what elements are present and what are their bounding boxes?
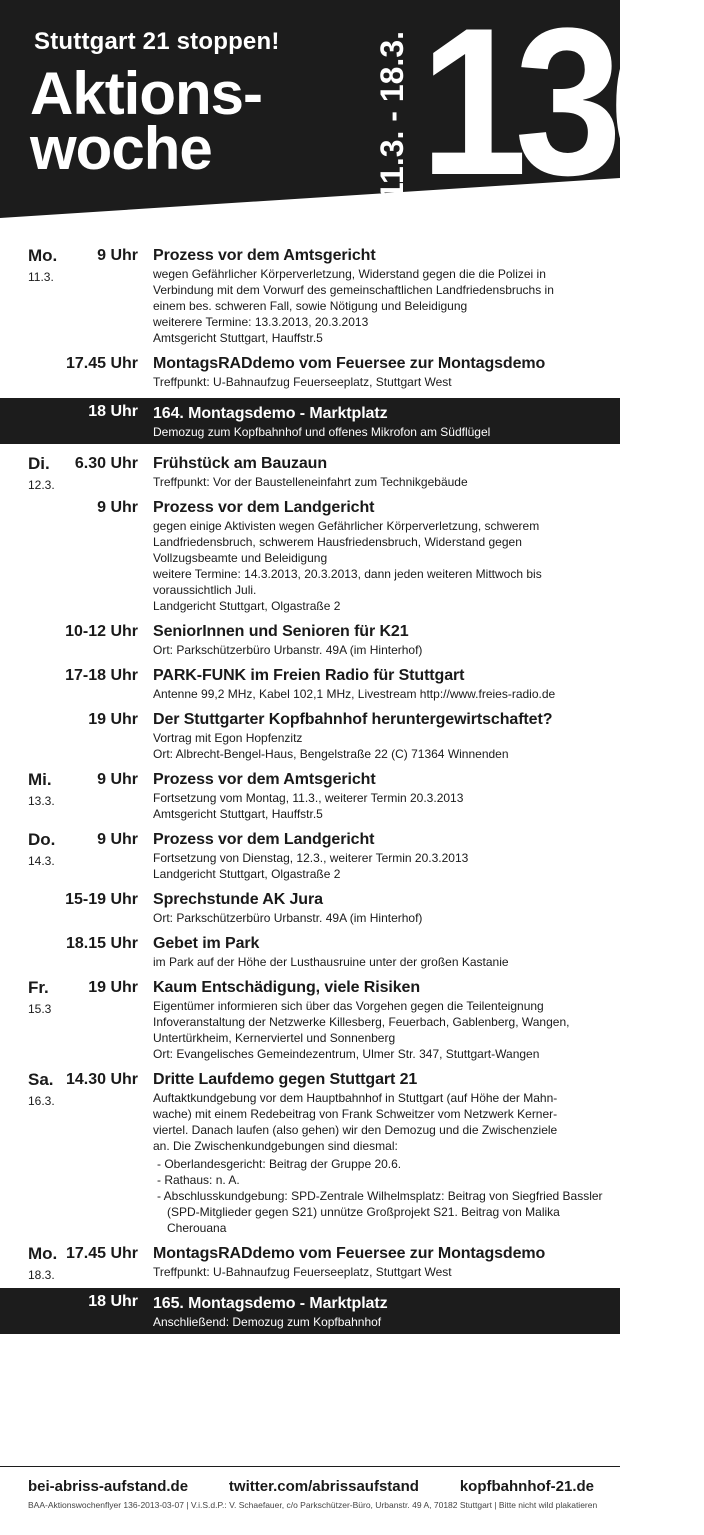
header-number: 136 [420,0,704,219]
highlight-event [0,398,620,444]
event-detail: Ort: Evangelisches Gemeindezentrum, Ulmer Str. 347, Stuttgart-Wangen [153,1047,540,1061]
header-title-line1: Aktions- [30,60,262,127]
event-item [0,350,620,394]
event-item [0,242,620,350]
event-detail: Amtsgericht Stuttgart, Hauffstr.5 [153,807,323,821]
event-list [0,242,620,1340]
event-time: 10-12 Uhr [65,623,138,640]
twitter-link[interactable]: twitter.com/abrissaufstand [228,1478,419,1495]
event-time: 19 Uhr [88,979,138,996]
event-detail: voraussichtlich Juli. [153,583,257,597]
event-title: Prozess vor dem Amtsgericht [153,771,376,788]
day-date: 13.3. [28,794,55,808]
event-detail: einem bes. schweren Fall, sowie Nötigung und Beleidigung [153,299,468,313]
event-time: 18.15 Uhr [65,935,138,952]
event-title: Kaum Entschädigung, viele Risiken [153,979,420,996]
event-time: 17-18 Uhr [65,667,138,684]
event-title: MontagsRADdemo vom Feuersee zur Montagsdemo [153,1245,546,1262]
event-detail: Anschließend: Demozug zum Kopfbahnhof [153,1315,382,1329]
event-title: Prozess vor dem Landgericht [153,499,375,516]
event-detail: Treffpunkt: U-Bahnaufzug Feuerseeplatz, Stuttgart West [153,1265,452,1279]
event-item [0,1066,620,1240]
event-title: Frühstück am Bauzaun [153,455,328,472]
event-time: 15-19 Uhr [65,891,138,908]
event-detail: Ort: Parkschützerbüro Urbanstr. 49A (im Hinterhof) [153,911,423,925]
event-detail: Ort: Parkschützerbüro Urbanstr. 49A (im Hinterhof) [153,643,423,657]
event-item [0,618,620,662]
event-item [0,766,620,826]
event-detail: Verbindung mit dem Vorwurf des gemeinschaftlichen Landfriedensbruchs in [153,283,554,297]
event-detail: weiterere Termine: 13.3.2013, 20.3.2013 [153,315,369,329]
day-label: Di. [28,454,50,473]
event-detail: Vortrag mit Egon Hopfenzitz [153,731,303,745]
header-dates: 11.3. - 18.3. [374,30,410,200]
event-detail: Ort: Albrecht-Bengel-Haus, Bengelstraße 22 (C) 71364 Winnenden [153,747,509,761]
event-title: PARK-FUNK im Freien Radio für Stuttgart [153,667,465,684]
day-date: 15.3 [28,1002,52,1016]
day-label: Mo. [28,1244,58,1263]
event-item [0,886,620,930]
event-time: 6.30 Uhr [74,455,138,472]
event-title: MontagsRADdemo vom Feuersee zur Montagsdemo [153,355,546,372]
event-detail: Eigentümer informieren sich über das Vorgehen gegen die Teilenteignung [153,999,544,1013]
event-time: 18 Uhr [88,403,138,420]
day-label: Sa. [28,1070,54,1089]
event-item [0,826,620,886]
day-date: 16.3. [28,1094,55,1108]
day-date: 18.3. [28,1268,55,1282]
event-title: SeniorInnen und Senioren für K21 [153,623,409,640]
event-detail: Auftaktkundgebung vor dem Hauptbahnhof in Stuttgart (auf Höhe der Mahn- [153,1091,558,1105]
stop-item: - Oberlandesgericht: Beitrag der Gruppe 20.6. [157,1157,402,1171]
event-detail: im Park auf der Höhe der Lusthausruine unter der großen Kastanie [153,955,509,969]
event-time: 19 Uhr [88,711,138,728]
event-title: Dritte Laufdemo gegen Stuttgart 21 [153,1071,418,1088]
stop-list [157,1156,613,1236]
event-detail: an. Die Zwischenkundgebungen sind diesmal: [153,1139,398,1153]
event-title: Prozess vor dem Amtsgericht [153,247,376,264]
event-time: 9 Uhr [97,831,138,848]
header-title [30,60,262,182]
footer-divider [0,1466,620,1467]
header-subtitle: Stuttgart 21 stoppen! [34,28,280,55]
event-detail: wegen Gefährlicher Körperverletzung, Widerstand gegen die die Polizei in [153,267,546,281]
stop-item: - Abschlusskundgebung: SPD-Zentrale Wilhelmsplatz: Beitrag von Siegfried Bassler (SPD-Mitglieder gegen S21) unnütze Großprojekt S21. Beitrag von Malika Cherouana [157,1189,603,1235]
event-detail: Treffpunkt: U-Bahnaufzug Feuerseeplatz, Stuttgart West [153,375,452,389]
event-detail: wache) mit einem Redebeitrag von Frank Schweitzer vom Netzwerk Kerner- [153,1107,558,1121]
event-title: 164. Montagsdemo - Marktplatz [153,405,388,422]
event-title: 165. Montagsdemo - Marktplatz [153,1295,388,1312]
event-time: 14.30 Uhr [65,1071,138,1088]
stop-item: - Rathaus: n. A. [157,1173,240,1187]
event-detail: Landfriedensbruch, schwerem Hausfriedensbruch, Widerstand gegen [153,535,522,549]
event-detail: Landgericht Stuttgart, Olgastraße 2 [153,867,341,881]
day-date: 14.3. [28,854,55,868]
highlight-event [0,1288,620,1334]
event-time: 18 Uhr [88,1293,138,1310]
event-time: 17.45 Uhr [65,1245,138,1262]
event-title: Sprechstunde AK Jura [153,891,323,908]
event-detail: weitere Termine: 14.3.2013, 20.3.2013, dann jeden weiteren Mittwoch bis [153,567,542,581]
event-title: Prozess vor dem Landgericht [153,831,375,848]
event-item [0,930,620,974]
event-detail: Vollzugsbeamte und Beleidigung [153,551,328,565]
day-date: 11.3. [28,270,54,284]
event-detail: Fortsetzung von Dienstag, 12.3., weiterer Termin 20.3.2013 [153,851,469,865]
event-detail: Demozug zum Kopfbahnhof und offenes Mikrofon am Südflügel [153,425,491,439]
imprint-text: BAA-Aktionswochenflyer 136-2013-03-07 | V.i.S.d.P.: V. Schaefauer, c/o Parkschützer-Büro, Urbanstr. 49 A, 70182 Stuttgart | Bitte nicht wild plakatieren [28,1500,598,1510]
event-item [0,974,620,1066]
event-title: Der Stuttgarter Kopfbahnhof heruntergewirtschaftet? [153,711,553,728]
website-link[interactable]: bei-abriss-aufstand.de [28,1478,189,1495]
event-item [0,1240,620,1284]
event-detail: Amtsgericht Stuttgart, Hauffstr.5 [153,331,323,345]
day-label: Do. [28,830,56,849]
event-item [0,662,620,706]
event-detail: Untertürkheim, Kernerviertel und Sonnenberg [153,1031,396,1045]
event-detail: Fortsetzung vom Montag, 11.3., weiterer Termin 20.3.2013 [153,791,464,805]
event-detail: Antenne 99,2 MHz, Kabel 102,1 MHz, Livestream http://www.freies-radio.de [153,687,556,701]
event-time: 9 Uhr [97,499,138,516]
event-time: 17.45 Uhr [65,355,138,372]
event-item [0,494,620,618]
event-item [0,450,620,494]
day-label: Mo. [28,246,58,265]
event-title: Gebet im Park [153,935,260,952]
event-detail: viertel. Danach laufen (also gehen) wir den Demozug und die Zwischenziele [153,1123,558,1137]
day-label: Mi. [28,770,52,789]
event-detail: Treffpunkt: Vor der Baustelleneinfahrt zum Technikgebäude [153,475,468,489]
event-detail: Landgericht Stuttgart, Olgastraße 2 [153,599,341,613]
event-time: 9 Uhr [97,247,138,264]
kopfbahnhof-link[interactable]: kopfbahnhof-21.de [459,1478,594,1495]
event-item [0,706,620,766]
day-label: Fr. [28,978,49,997]
flyer-header [0,0,704,230]
day-date: 12.3. [28,478,55,492]
header-title-line2: woche [30,115,212,182]
event-detail: gegen einige Aktivisten wegen Gefährlicher Körperverletzung, schwerem [153,519,540,533]
event-time: 9 Uhr [97,771,138,788]
footer-links [28,1478,594,1495]
event-detail: Infoveranstaltung der Netzwerke Killesberg, Feuerbach, Gablenberg, Wangen, [153,1015,570,1029]
